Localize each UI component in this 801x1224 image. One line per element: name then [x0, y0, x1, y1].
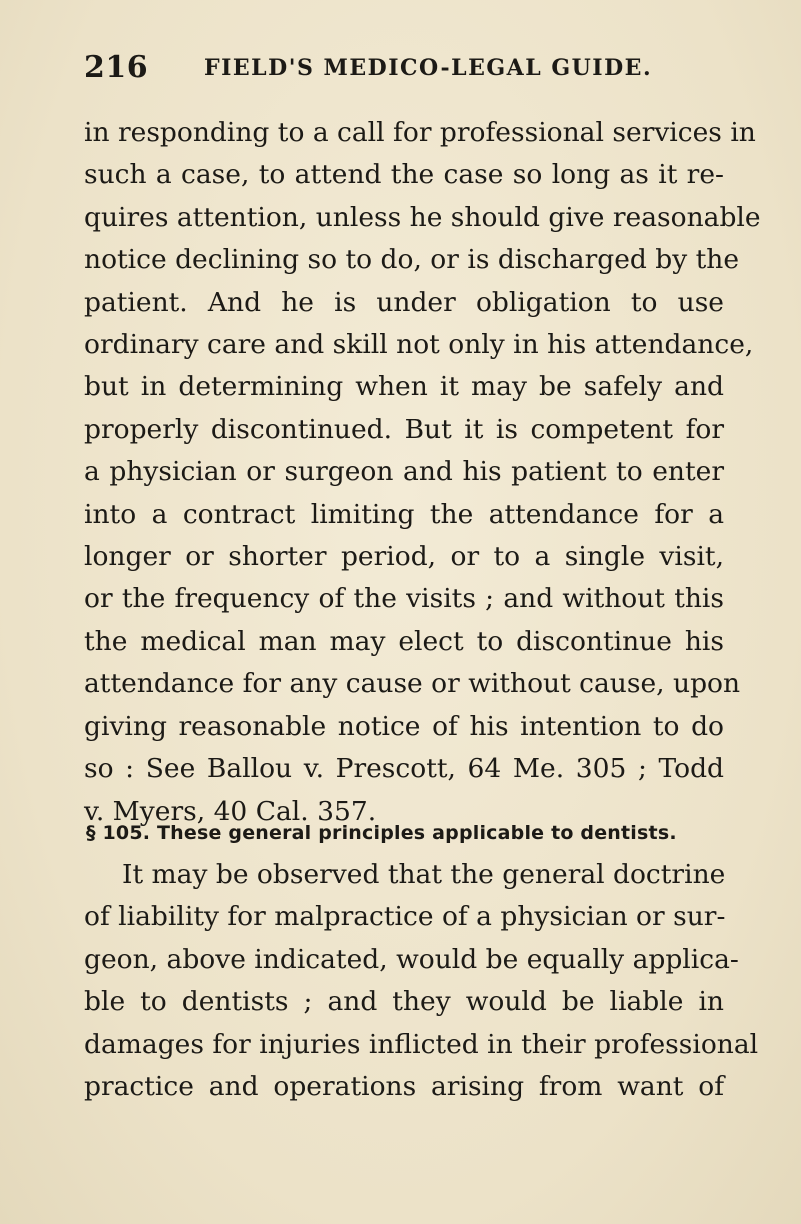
text-line: v. Myers, 40 Cal. 357.	[84, 795, 377, 827]
text-line: attendance for any cause or without cause, upon	[84, 668, 741, 700]
paragraph-section-105	[84, 854, 759, 1108]
text-line: It may be observed that the general doctrine	[122, 859, 726, 890]
text-line: giving reasonable notice of his intention to do	[84, 710, 724, 742]
text-line: or the frequency of the visits ; and without this	[84, 583, 724, 615]
text-line: of liability for malpractice of a physician or sur-	[84, 901, 726, 933]
page-header	[84, 50, 724, 90]
text-line: ordinary care and skill not only in his attendance,	[84, 329, 754, 361]
text-line: practice and operations arising from want of	[84, 1071, 724, 1103]
text-line: quires attention, unless he should give reasonable	[84, 201, 761, 233]
text-line: ble to dentists ; and they would be liable in	[84, 986, 724, 1018]
text-line: so : See Ballou v. Prescott, 64 Me. 305 ; Todd	[84, 753, 724, 785]
text-line: a physician or surgeon and his patient to enter	[84, 456, 724, 488]
paragraph-continued	[84, 112, 761, 833]
text-line: such a case, to attend the case so long as it re-	[84, 159, 724, 191]
text-line: damages for injuries inflicted in their professional	[84, 1028, 759, 1060]
text-line: but in determining when it may be safely and	[84, 371, 724, 403]
text-line: the medical man may elect to discontinue his	[84, 625, 724, 657]
page-number: 216	[84, 50, 149, 85]
text-line: into a contract limiting the attendance for a	[84, 498, 724, 530]
text-line: notice declining so to do, or is discharged by the	[84, 244, 740, 276]
text-line: in responding to a call for professional services in	[84, 117, 756, 148]
text-line: patient. And he is under obligation to use	[84, 286, 724, 318]
text-line: geon, above indicated, would be equally applica-	[84, 943, 739, 975]
text-line: properly discontinued. But it is competent for	[84, 413, 724, 445]
running-title: FIELD'S MEDICO-LEGAL GUIDE.	[204, 55, 653, 81]
section-heading: § 105. These general principles applicable to dentists.	[86, 822, 677, 844]
text-line: longer or shorter period, or to a single visit,	[84, 541, 724, 573]
